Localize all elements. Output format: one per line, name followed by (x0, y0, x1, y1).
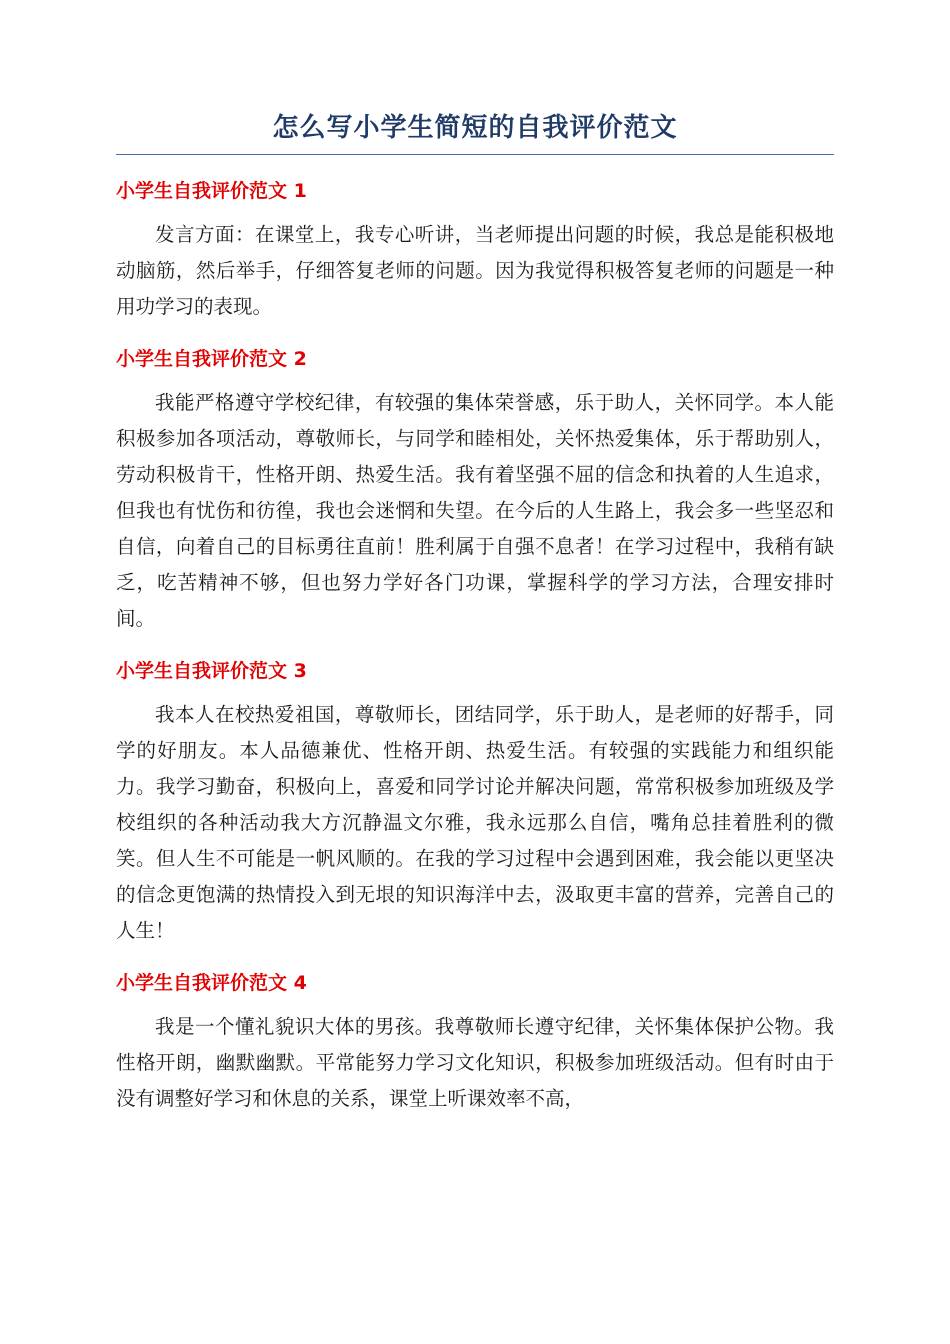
document-page (116, 108, 834, 1117)
section-heading-1: 小学生自我评价范文 1 (116, 180, 307, 202)
section-body-4: 我是一个懂礼貌识大体的男孩。我尊敬师长遵守纪律，关怀集体保护公物。我性格开朗，幽默幽默。平常能努力学习文化知识，积极参加班级活动。但有时由于没有调整好学习和休息的关系，课堂上听课效率不高， (116, 1015, 834, 1110)
section-heading-4: 小学生自我评价范文 4 (116, 972, 307, 994)
section-heading-3: 小学生自我评价范文 3 (116, 660, 307, 682)
section-heading-2: 小学生自我评价范文 2 (116, 348, 307, 370)
section-body-2: 我能严格遵守学校纪律，有较强的集体荣誉感，乐于助人，关怀同学。本人能积极参加各项活动，尊敬师长，与同学和睦相处，关怀热爱集体，乐于帮助别人，劳动积极肯干，性格开朗、热爱生活。我有着坚强不屈的信念和执着的人生追求，但我也有忧伤和彷徨，我也会迷惘和失望。在今后的人生路上，我会多一些坚忍和自信，向着自己的目标勇往直前！胜利属于自强不息者！在学习过程中，我稍有缺乏，吃苦精神不够，但也努力学好各门功课，掌握科学的学习方法，合理安排时间。 (116, 391, 834, 630)
section-body-1: 发言方面：在课堂上，我专心听讲，当老师提出问题的时候，我总是能积极地动脑筋，然后举手，仔细答复老师的问题。因为我觉得积极答复老师的问题是一种用功学习的表现。 (116, 223, 834, 318)
section-body-3: 我本人在校热爱祖国，尊敬师长，团结同学，乐于助人，是老师的好帮手，同学的好朋友。本人品德兼优、性格开朗、热爱生活。有较强的实践能力和组织能力。我学习勤奋，积极向上，喜爱和同学讨论并解决问题，常常积极参加班级及学校组织的各种活动我大方沉静温文尔雅，我永远那么自信，嘴角总挂着胜利的微笑。但人生不可能是一帆风顺的。在我的学习过程中会遇到困难，我会能以更坚决的信念更饱满的热情投入到无垠的知识海洋中去，汲取更丰富的营养，完善自己的人生！ (116, 703, 834, 942)
document-title: 怎么写小学生简短的自我评价范文 (116, 108, 834, 155)
